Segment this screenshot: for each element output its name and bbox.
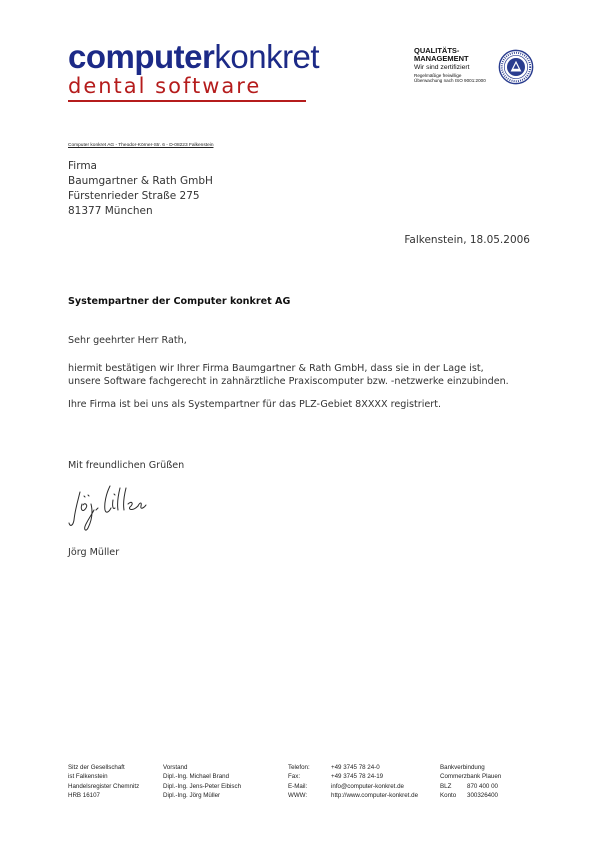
letter-date: Falkenstein, 18.05.2006 bbox=[404, 234, 530, 246]
certification-seal-icon bbox=[498, 49, 534, 85]
logo-subtitle: dental software bbox=[68, 74, 262, 98]
closing: Mit freundlichen Grüßen bbox=[68, 460, 185, 471]
footer-contact-label: E-Mail: bbox=[288, 782, 308, 790]
footer-contact-labels bbox=[288, 763, 310, 801]
footer-col2-line: Dipl.-Ing. Jörg Müller bbox=[163, 792, 221, 800]
cert-line1: QUALITÄTS- bbox=[414, 46, 460, 55]
footer-contact-label: WWW: bbox=[288, 792, 308, 800]
footer-contact-label: Fax: bbox=[288, 773, 301, 781]
logo-underline bbox=[68, 100, 306, 102]
paragraph1-line1: hiermit bestätigen wir Ihrer Firma Baumgartner & Rath GmbH, dass sie in der Lage ist, bbox=[68, 363, 484, 374]
footer-bank-label: Commerzbank Plauen bbox=[440, 773, 502, 781]
recipient-line2: Baumgartner & Rath GmbH bbox=[68, 175, 213, 187]
sender-line: Computer konkret AG - Theodor-Körner-Str. 6 - D-08223 Falkenstein bbox=[68, 143, 214, 148]
footer-bank-values bbox=[467, 763, 498, 801]
footer-col2-line: Dipl.-Ing. Michael Brand bbox=[163, 773, 230, 781]
recipient-line4: 81377 München bbox=[68, 205, 153, 217]
paragraph2: Ihre Firma ist bei uns als Systempartner für das PLZ-Gebiet 8XXXX registriert. bbox=[68, 399, 442, 410]
salutation: Sehr geehrter Herr Rath, bbox=[68, 335, 187, 346]
footer-website-link[interactable]: http://www.computer-konkret.de bbox=[331, 792, 419, 800]
signer-name: Jörg Müller bbox=[68, 547, 120, 558]
quality-certificate bbox=[414, 47, 532, 95]
footer-phone: +49 3745 78 24-0 bbox=[331, 764, 380, 771]
footer-col1-line: Handelsregister Chemnitz bbox=[68, 782, 140, 790]
logo-bold-text: computer bbox=[68, 38, 215, 75]
letter-subject: Systempartner der Computer konkret AG bbox=[68, 296, 291, 307]
footer-bank-label: BLZ bbox=[440, 782, 452, 790]
recipient-line1: Firma bbox=[68, 160, 97, 172]
footer-bank-value bbox=[467, 772, 498, 781]
logo-regular-text: konkret bbox=[214, 38, 320, 75]
footer-col1-line: ist Falkenstein bbox=[68, 773, 108, 781]
cert-line3: Wir sind zertifiziert bbox=[414, 64, 470, 71]
cert-line2: MANAGEMENT bbox=[414, 54, 469, 63]
footer-fax: +49 3745 78 24-19 bbox=[331, 773, 384, 781]
recipient-line3: Fürstenrieder Straße 275 bbox=[68, 190, 200, 202]
footer-company-info bbox=[68, 763, 139, 801]
footer-col1-line: Sitz der Gesellschaft bbox=[68, 764, 125, 771]
footer-bank-label: Konto bbox=[440, 792, 457, 800]
footer-col2-line: Dipl.-Ing. Jens-Peter Eibisch bbox=[163, 782, 242, 790]
footer-account: 300326400 bbox=[467, 792, 498, 800]
footer-blz: 870 400 00 bbox=[467, 782, 498, 790]
recipient-address bbox=[68, 159, 213, 219]
paragraph1-line2: unsere Software fachgerecht in zahnärztliche Praxiscomputer bzw. -netzwerke einzubinden. bbox=[68, 376, 509, 387]
footer-contact-label: Telefon: bbox=[288, 764, 310, 771]
footer-bank-label: Bankverbindung bbox=[440, 764, 485, 771]
handwritten-signature bbox=[66, 480, 166, 532]
footer-col2-line: Vorstand bbox=[163, 764, 188, 771]
footer-bank-value bbox=[467, 763, 498, 772]
company-logo bbox=[68, 40, 319, 73]
footer-board-info bbox=[163, 763, 241, 801]
cert-line4: Regelmäßige freiwillige Überwachung nach ISO 9001:2000 bbox=[414, 73, 486, 83]
footer-col1-line: HRB 16107 bbox=[68, 792, 100, 800]
footer-email-link[interactable]: info@computer-konkret.de bbox=[331, 782, 405, 790]
footer-contact-values bbox=[331, 763, 418, 801]
